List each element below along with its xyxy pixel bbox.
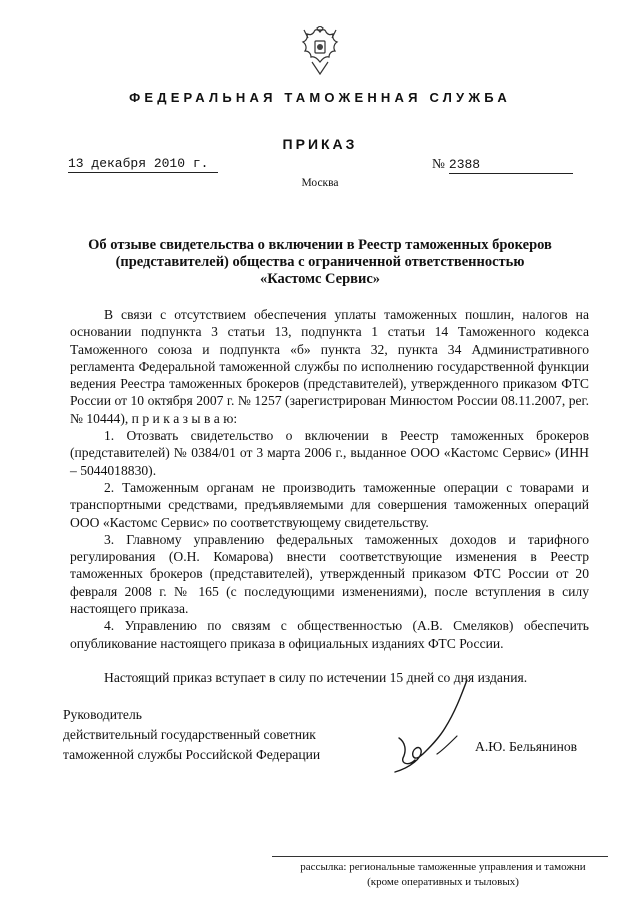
agency-name: ФЕДЕРАЛЬНАЯ ТАМОЖЕННАЯ СЛУЖБА (129, 90, 511, 105)
signatory-name: А.Ю. Бельянинов (475, 739, 578, 754)
position-line: Руководитель (63, 707, 142, 722)
position-line: таможенной службы Российской Федерации (63, 747, 321, 762)
double-headed-eagle-emblem-icon (298, 26, 342, 76)
document-city: Москва (301, 177, 339, 189)
title-line: Об отзыве свидетельства о включении в Реестр таможенных брокеров (88, 237, 552, 253)
title-line: (представителей) общества с ограниченной ответственностью (115, 254, 525, 270)
preamble-paragraph: В связи с отсутствием обеспечения уплаты таможенных пошлин, налогов на основании подпункта 3 статьи 13, подпункта 1 статьи 14 Таможенного кодекса Таможенного союза и подпункта «б» пункта 32, пункта 34 Административного регламента Федеральной таможенной службы по исполнению государственной функции ведения Реестра таможенных брокеров (представителей), утвержденного приказом ФТС России от 10 октября 2007 г. № 1257 (зарегистрирован Минюстом России 08.11.2007, рег. № 10444), п р и к а з ы в а ю: (70, 307, 589, 426)
order-item-4: 4. Управлению по связям с общественностью (А.В. Смеляков) обеспечить опубликование настоящего приказа в официальных изданиях ФТС России. (70, 618, 589, 651)
document-number (432, 156, 590, 174)
document-title (60, 237, 580, 288)
document-date: 13 декабря 2010 г. (68, 156, 218, 173)
order-item-2: 2. Таможенным органам не производить таможенные операции с товарами и транспортными средствами, предъявляемыми для совершения таможенных операций ООО «Кастомс Сервис» по соответствующему свидетельству. (70, 479, 589, 530)
document-body (70, 306, 589, 652)
document-type: ПРИКАЗ (282, 136, 358, 152)
handwritten-signature (385, 676, 485, 786)
signatory-position (63, 705, 383, 765)
order-item-1: 1. Отозвать свидетельство о включении в Реестр таможенных брокеров (представителей) № 0384/01 от 3 марта 2006 г., выданное ООО «Кастомс Сервис» (ИНН – 5044018830). (70, 428, 589, 478)
number-sign: № (432, 156, 445, 171)
distribution-divider (272, 856, 608, 857)
position-line: действительный государственный советник (63, 727, 316, 742)
distribution-line: рассылка: региональные таможенные управления и таможни (300, 861, 586, 873)
order-item-3: 3. Главному управлению федеральных таможенных доходов и тарифного регулирования (О.Н. Комарова) внести соответствующие изменения в Реестр таможенных брокеров (представителей), утвержденный приказом ФТС России от 20 февраля 2008 г. № 165 (с последующими изменениями), после вступления в силу настоящего приказа. (70, 531, 589, 617)
distribution-note (278, 860, 608, 890)
effective-date-paragraph: Настоящий приказ вступает в силу по истечении 15 дней со дня издания. (104, 670, 528, 685)
title-line: «Кастомс Сервис» (259, 271, 381, 287)
distribution-line: (кроме оперативных и тыловых) (367, 876, 519, 888)
number-value: 2388 (449, 157, 573, 174)
